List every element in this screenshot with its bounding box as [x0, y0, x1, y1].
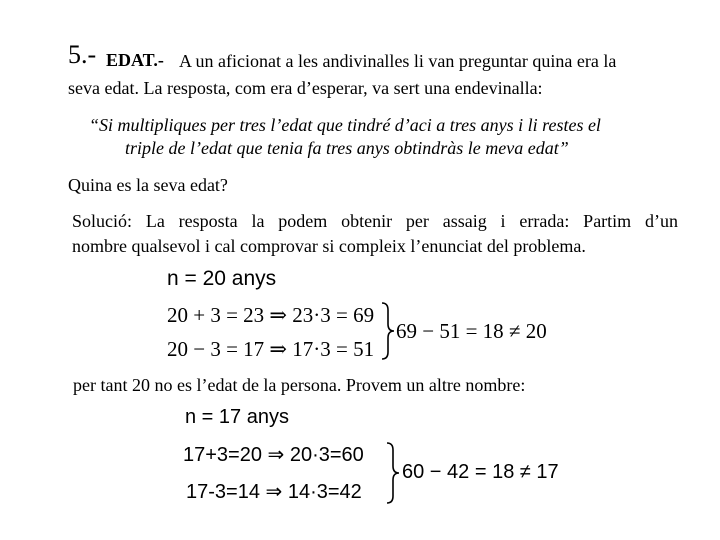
- solution-line-1: Solució: La resposta la podem obtenir per assaig i errada: Partim d’un: [72, 211, 678, 231]
- example-1-result: 69 − 51 = 18 ≠ 20: [396, 319, 547, 343]
- example-2-row-plus: 17+3=20 ⇒ 20·3=60: [183, 444, 364, 466]
- example-2-row-minus: 17-3=14 ⇒ 14·3=42: [186, 481, 362, 503]
- question-text: Quina es la seva edat?: [68, 175, 228, 195]
- problem-number: 5.-: [68, 40, 97, 69]
- intermediate-conclusion: per tant 20 no es l’edat de la persona. Provem un altre nombre:: [73, 375, 526, 395]
- example-2-brace-icon: [385, 442, 401, 504]
- riddle-line-2: triple de l’edat que tenia fa tres anys obtindràs le meva edat”: [125, 138, 569, 158]
- example-1-brace-icon: [380, 302, 396, 360]
- problem-title: EDAT.-: [106, 50, 164, 70]
- problem-intro-line-1: A un aficionat a les andivinalles li van preguntar quina era la: [179, 51, 617, 71]
- example-2-result: 60 − 42 = 18 ≠ 17: [402, 461, 559, 483]
- solution-line-2: nombre qualsevol i cal comprovar si compleix l’enunciat del problema.: [72, 236, 586, 256]
- problem-intro-line-2: seva edat. La resposta, com era d’esperar, va sert una endevinalla:: [68, 78, 543, 98]
- example-1-row-plus: 20 + 3 = 23 ⇒ 23·3 = 69: [167, 303, 375, 327]
- example-2-n-value: n = 17 anys: [185, 406, 289, 428]
- example-1-n-value: n = 20 anys: [167, 267, 277, 290]
- example-1-row-minus: 20 − 3 = 17 ⇒ 17·3 = 51: [167, 337, 375, 361]
- riddle-line-1: “Si multipliques per tres l’edat que tindré d’aci a tres anys i li restes el: [89, 115, 601, 135]
